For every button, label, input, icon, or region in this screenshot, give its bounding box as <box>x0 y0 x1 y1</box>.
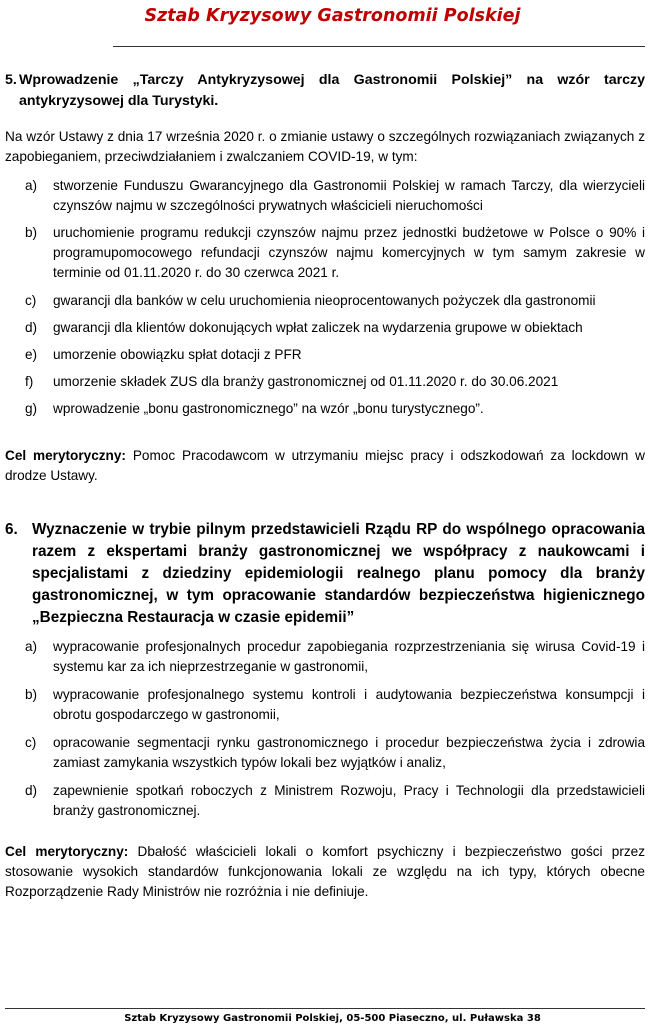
list-item-text: zapewnienie spotkań roboczych z Ministrem Rozwoju, Pracy i Technologii dla przedstawicieli branży gastronomicznej. <box>53 783 645 818</box>
list-item-text: umorzenie składek ZUS dla branży gastronomicznej od 01.11.2020 r. do 30.06.2021 <box>53 374 559 389</box>
section-6-heading <box>5 519 645 629</box>
aim-text: Pomoc Pracodawcom w utrzymaniu miejsc pracy i odszkodowań za lockdown w drodze Ustawy. <box>5 448 645 483</box>
section-6-aim <box>5 842 645 902</box>
section-5-heading-text: Wprowadzenie „Tarczy Antykryzysowej dla Gastronomii Polskiej” na wzór tarczy antykryzysowej dla Turystyki. <box>19 72 645 109</box>
list-item <box>5 781 645 821</box>
section-6-number: 6. <box>5 521 18 538</box>
list-item-label: g) <box>25 401 38 416</box>
list-item-text: wypracowanie profesjonalnego systemu kontroli i audytowania bezpieczeństwa konsumpcji i obrotu gospodarczego w gastronomii, <box>53 687 645 722</box>
list-item-label: a) <box>25 639 38 654</box>
header-divider <box>113 46 645 47</box>
section-6 <box>5 519 645 902</box>
section-6-heading-text: Wyznaczenie w trybie pilnym przedstawicieli Rządu RP do wspólnego opracowania razem z ekspertami branży gastronomicznej we współpracy z naukowcami i specjalistami z dziedziny epidemiologii realnego planu pomocy dla branży gastronomicznej, w tym opracowanie standardów bezpieczeństwa higienicznego „Bezpieczna Restauracja w czasie epidemii” <box>32 521 645 626</box>
list-item-text: stworzenie Funduszu Gwarancyjnego dla Gastronomii Polskiej w ramach Tarczy, dla wierzycieli czynszów najmu w szczególności prywatnych właścicieli nieruchomości <box>53 178 645 213</box>
list-item-label: f) <box>25 374 34 389</box>
list-item <box>5 733 645 773</box>
list-item-text: gwarancji dla klientów dokonujących wpłat zaliczek na wydarzenia grupowe w obiektach <box>53 320 583 335</box>
list-item-label: d) <box>25 783 38 798</box>
list-item-label: b) <box>25 687 38 702</box>
list-item <box>5 637 645 677</box>
list-item-label: c) <box>25 293 37 308</box>
list-item <box>5 223 645 283</box>
list-item-text: opracowanie segmentacji rynku gastronomicznego i procedur bezpieczeństwa życia i zdrowia zamiast zamykania wszystkich typów lokali bez wyjątków i analiz, <box>53 735 645 770</box>
section-5-list <box>5 176 645 419</box>
list-item-label: e) <box>25 347 38 362</box>
section-6-list <box>5 637 645 821</box>
list-item <box>5 372 645 392</box>
list-item-label: b) <box>25 225 38 240</box>
list-item-label: c) <box>25 735 37 750</box>
list-item <box>5 176 645 216</box>
list-item-text: gwarancji dla banków w celu uruchomienia nieoprocentowanych pożyczek dla gastronomii <box>53 293 596 308</box>
list-item-text: uruchomienie programu redukcji czynszów najmu przez jednostki budżetowe w Polsce o 90% i programupomocowego refundacji czynszów najmu komercyjnych w tym samym zakresie w terminie od 01.11.2020 r. do 30 czerwca 2021 r. <box>53 225 645 280</box>
page-footer: Sztab Kryzysowy Gastronomii Polskiej, 05-500 Piaseczno, ul. Puławska 38 <box>124 1013 541 1024</box>
list-item-text: wypracowanie profesjonalnych procedur zapobiegania rozprzestrzeniania się wirusa Covid-19 i systemu kar za ich nieprzestrzeganie w gastronomii, <box>53 639 645 674</box>
aim-label: Cel merytoryczny: <box>5 448 126 463</box>
section-5-number: 5. <box>5 72 17 88</box>
list-item-label: a) <box>25 178 38 193</box>
footer-divider <box>5 1008 645 1009</box>
list-item <box>5 399 645 419</box>
section-5-heading <box>5 70 645 112</box>
list-item <box>5 685 645 725</box>
document-body <box>5 70 645 902</box>
aim-text: Dbałość właścicieli lokali o komfort psychiczny i bezpieczeństwo gości przez stosowanie wysokich standardów funkcjonowania lokali ze względu na ich typy, których obecne Rozporządzenie Rady Ministrów nie rozróżnia i nie definiuje. <box>5 844 646 899</box>
aim-label: Cel merytoryczny: <box>5 844 129 859</box>
list-item-text: umorzenie obowiązku spłat dotacji z PFR <box>53 347 302 362</box>
section-5-aim <box>5 446 645 486</box>
list-item-text: wprowadzenie „bonu gastronomicznego” na wzór „bonu turystycznego”. <box>53 401 484 416</box>
list-item-label: d) <box>25 320 38 335</box>
section-5 <box>5 70 645 486</box>
list-item <box>5 345 645 365</box>
list-item <box>5 291 645 311</box>
page-header-title: Sztab Kryzysowy Gastronomii Polskiej <box>144 6 521 26</box>
list-item <box>5 318 645 338</box>
section-5-intro: Na wzór Ustawy z dnia 17 września 2020 r. o zmianie ustawy o szczególnych rozwiązaniach związanych z zapobieganiem, przeciwdziałaniem i zwalczaniem COVID-19, w tym: <box>5 129 645 164</box>
